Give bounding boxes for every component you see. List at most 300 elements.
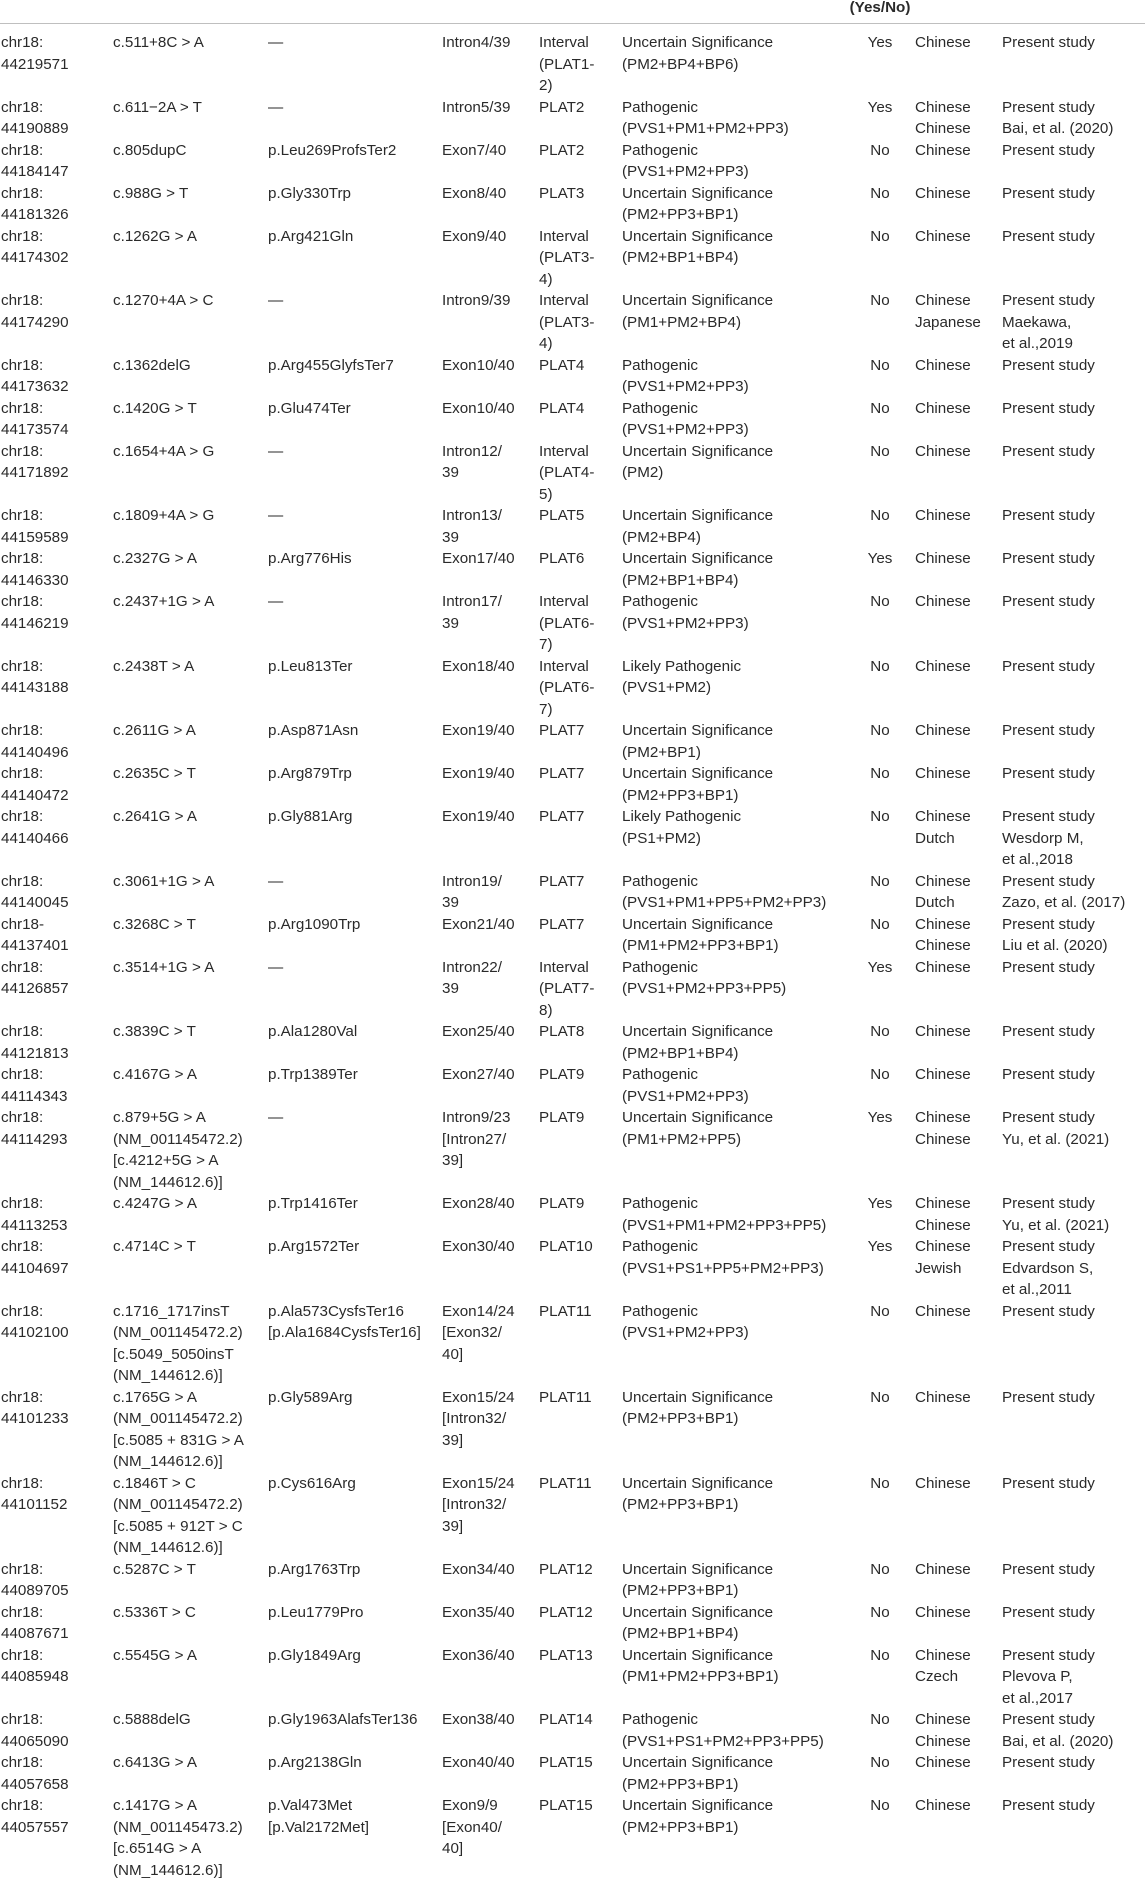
cell-classification: Uncertain Significance (PM1+PM2+PP3+BP1) — [622, 915, 779, 954]
table-row — [0, 914, 1145, 957]
cell-protein-change: p.Leu813Ter — [268, 657, 353, 675]
cell-position: chr18: 44057557 — [1, 1797, 69, 1836]
cell-position: chr18: 44102100 — [1, 1302, 69, 1341]
cell-position: chr18: 44101152 — [1, 1474, 68, 1513]
cell-hearing-loss: No — [870, 722, 890, 739]
cell-hearing-loss: No — [870, 1302, 890, 1320]
cell-ethnicity: Chinese — [915, 141, 971, 159]
cell-hearing-loss: No — [870, 765, 890, 782]
cell-reference: Present study Bai, et al. (2020) — [1002, 98, 1114, 137]
cell-protein-change: p.Arg879Trp — [268, 765, 352, 782]
cell-classification: Uncertain Significance (PM2+BP1+BP4) — [622, 1023, 774, 1062]
cell-reference: Present study — [1002, 1474, 1095, 1492]
cell-ethnicity: Chinese Chinese — [915, 1711, 971, 1750]
cell-cdna-change: c.2438T > A — [113, 657, 195, 675]
cell-ethnicity: Chinese — [915, 1023, 971, 1040]
cell-domain: PLAT13 — [539, 1646, 593, 1664]
cell-exon-intron: Exon9/40 — [442, 227, 507, 245]
cell-position: chr18: 44089705 — [1, 1560, 69, 1599]
cell-hearing-loss: No — [870, 356, 890, 374]
cell-exon-intron: Intron22/ 39 — [442, 958, 502, 997]
cell-exon-intron: Exon7/40 — [442, 141, 507, 159]
cell-classification: Uncertain Significance (PM2+BP1) — [622, 722, 774, 761]
cell-hearing-loss: No — [870, 292, 890, 309]
cell-ethnicity: Chinese — [915, 507, 971, 524]
cell-ethnicity: Chinese — [915, 1603, 971, 1621]
cell-domain: PLAT7 — [539, 808, 585, 825]
cell-cdna-change: c.4167G > A — [113, 1066, 198, 1083]
cell-exon-intron: Exon40/40 — [442, 1754, 515, 1771]
cell-protein-change: p.Glu474Ter — [268, 399, 351, 417]
cell-protein-change: p.Trp1416Ter — [268, 1195, 358, 1212]
cell-domain: PLAT3 — [539, 184, 585, 202]
table-row — [0, 1021, 1145, 1064]
cell-domain: Interval (PLAT7- 8) — [539, 958, 595, 1019]
cell-protein-change: p.Ala573CysfsTer16 [p.Ala1684CysfsTer16] — [268, 1302, 421, 1341]
table-row — [0, 290, 1145, 355]
cell-hearing-loss: No — [870, 442, 890, 460]
cell-ethnicity: Chinese — [915, 34, 971, 51]
table-row — [0, 591, 1145, 656]
cell-cdna-change: c.2327G > A — [113, 550, 198, 567]
cell-ethnicity: Chinese — [915, 657, 971, 675]
cell-exon-intron: Exon30/40 — [442, 1238, 515, 1255]
cell-classification: Pathogenic (PVS1+PM1+PP5+PM2+PP3) — [622, 872, 827, 911]
cell-protein-change: p.Arg1572Ter — [268, 1238, 360, 1255]
cell-hearing-loss: Yes — [867, 1238, 893, 1255]
cell-position: chr18: 44190889 — [1, 98, 69, 137]
cell-reference: Present study — [1002, 1560, 1095, 1578]
cell-domain: PLAT14 — [539, 1711, 593, 1728]
cell-cdna-change: c.1765G > A (NM_001145472.2) [c.5085 + 831G > A (NM_144612.6)] — [113, 1388, 244, 1470]
cell-exon-intron: Exon21/40 — [442, 915, 515, 933]
cell-classification: Pathogenic (PVS1+PS1+PM2+PP3+PP5) — [622, 1711, 824, 1750]
cell-reference: Present study Yu, et al. (2021) — [1002, 1195, 1110, 1234]
table-row — [0, 1645, 1145, 1710]
cell-position: chr18: 44126857 — [1, 958, 69, 997]
cell-ethnicity: Chinese — [915, 765, 971, 782]
cell-classification: Pathogenic (PVS1+PM2+PP3) — [622, 141, 749, 180]
cell-reference: Present study — [1002, 958, 1095, 976]
cell-exon-intron: Exon14/24 [Exon32/ 40] — [442, 1302, 515, 1363]
cell-hearing-loss: Yes — [867, 98, 893, 116]
cell-classification: Pathogenic (PVS1+PS1+PP5+PM2+PP3) — [622, 1238, 824, 1277]
cell-protein-change: p.Arg455GlyfsTer7 — [268, 356, 394, 374]
cell-cdna-change: c.1809+4A > G — [113, 507, 215, 524]
cell-position: chr18: 44184147 — [1, 141, 69, 180]
table-row — [0, 957, 1145, 1022]
cell-reference: Present study — [1002, 1302, 1095, 1320]
cell-protein-change: — — [268, 34, 284, 51]
cell-position: chr18: 44146219 — [1, 593, 69, 632]
cell-cdna-change: c.1420G > T — [113, 399, 197, 417]
cell-classification: Likely Pathogenic (PVS1+PM2) — [622, 657, 742, 696]
cell-exon-intron: Exon38/40 — [442, 1711, 515, 1728]
cell-classification: Pathogenic (PVS1+PM2+PP3) — [622, 1302, 749, 1341]
cell-classification: Uncertain Significance (PM2+BP4+BP6) — [622, 34, 774, 73]
cell-domain: PLAT8 — [539, 1023, 585, 1040]
cell-hearing-loss: No — [870, 507, 890, 524]
cell-classification: Uncertain Significance (PM1+PM2+BP4) — [622, 292, 774, 331]
table-row — [0, 355, 1145, 398]
cell-protein-change: — — [268, 507, 284, 524]
cell-ethnicity: Chinese Chinese — [915, 1195, 971, 1234]
cell-exon-intron: Exon25/40 — [442, 1023, 515, 1040]
cell-protein-change: — — [268, 98, 284, 116]
cell-domain: PLAT9 — [539, 1195, 585, 1212]
cell-classification: Uncertain Significance (PM2+BP4) — [622, 507, 774, 546]
table-row — [0, 1473, 1145, 1559]
cell-reference: Present study — [1002, 184, 1095, 202]
cell-protein-change: p.Asp871Asn — [268, 722, 359, 739]
cell-hearing-loss: No — [870, 141, 890, 159]
cell-position: chr18: 44104697 — [1, 1238, 69, 1277]
cell-domain: PLAT12 — [539, 1560, 593, 1578]
cell-reference: Present study Plevova P, et al.,2017 — [1002, 1646, 1095, 1707]
cell-domain: PLAT4 — [539, 356, 585, 374]
cell-domain: PLAT11 — [539, 1302, 592, 1320]
table-row — [0, 226, 1145, 291]
cell-hearing-loss: No — [870, 1388, 890, 1406]
cell-reference: Present study — [1002, 722, 1095, 739]
cell-ethnicity: Chinese Czech — [915, 1646, 971, 1685]
cell-reference: Present study — [1002, 141, 1095, 159]
cell-ethnicity: Chinese — [915, 1388, 971, 1406]
cell-position: chr18: 44114293 — [1, 1109, 68, 1148]
cell-ethnicity: Chinese — [915, 722, 971, 739]
cell-cdna-change: c.1654+4A > G — [113, 442, 215, 460]
cell-exon-intron: Exon28/40 — [442, 1195, 515, 1212]
cell-cdna-change: c.5888delG — [113, 1711, 191, 1728]
cell-position: chr18: 44113253 — [1, 1195, 68, 1234]
cell-position: chr18: 44146330 — [1, 550, 69, 589]
cell-hearing-loss: No — [870, 227, 890, 245]
cell-domain: PLAT6 — [539, 550, 585, 567]
cell-ethnicity: Chinese — [915, 227, 971, 245]
cell-hearing-loss: Yes — [867, 1195, 893, 1212]
cell-classification: Pathogenic (PVS1+PM1+PM2+PP3+PP5) — [622, 1195, 827, 1234]
cell-classification: Uncertain Significance (PM2+PP3+BP1) — [622, 1560, 774, 1599]
cell-exon-intron: Exon9/9 [Exon40/ 40] — [442, 1797, 502, 1857]
cell-exon-intron: Exon17/40 — [442, 550, 515, 567]
cell-exon-intron: Intron13/ 39 — [442, 507, 502, 546]
header-yes-no: (Yes/No) — [849, 0, 911, 16]
cell-reference: Present study — [1002, 227, 1095, 245]
cell-cdna-change: c.511+8C > A — [113, 34, 204, 51]
cell-classification: Uncertain Significance (PM2+PP3+BP1) — [622, 765, 774, 804]
cell-domain: PLAT2 — [539, 141, 585, 159]
table-row — [0, 1193, 1145, 1236]
cell-ethnicity: Chinese Jewish — [915, 1238, 971, 1277]
cell-position: chr18: 44173632 — [1, 356, 69, 395]
cell-hearing-loss: No — [870, 1474, 890, 1492]
cell-ethnicity: Chinese Dutch — [915, 808, 971, 847]
cell-hearing-loss: Yes — [867, 34, 893, 51]
cell-domain: PLAT7 — [539, 765, 585, 782]
cell-hearing-loss: No — [870, 1797, 890, 1814]
table-header-strip — [0, 0, 1145, 24]
cell-protein-change: p.Leu269ProfsTer2 — [268, 141, 397, 159]
cell-cdna-change: c.1362delG — [113, 356, 191, 374]
cell-hearing-loss: No — [870, 1560, 890, 1578]
table-row — [0, 806, 1145, 871]
cell-hearing-loss: Yes — [867, 1109, 893, 1126]
table-row — [0, 1107, 1145, 1193]
table-row — [0, 1752, 1145, 1795]
cell-ethnicity: Chinese Chinese — [915, 1109, 971, 1148]
cell-ethnicity: Chinese Japanese — [915, 292, 981, 331]
table-row — [0, 763, 1145, 806]
cell-ethnicity: Chinese — [915, 1560, 971, 1578]
cell-classification: Uncertain Significance (PM2+PP3+BP1) — [622, 1388, 774, 1427]
cell-domain: PLAT9 — [539, 1109, 585, 1126]
cell-exon-intron: Exon27/40 — [442, 1066, 515, 1083]
cell-ethnicity: Chinese — [915, 593, 971, 610]
table-row — [0, 505, 1145, 548]
cell-protein-change: p.Val473Met [p.Val2172Met] — [268, 1797, 370, 1836]
cell-domain: PLAT7 — [539, 722, 585, 739]
cell-ethnicity: Chinese Chinese — [915, 915, 971, 954]
table-row — [0, 140, 1145, 183]
cell-reference: Present study — [1002, 1754, 1095, 1771]
cell-position: chr18: 44087671 — [1, 1603, 69, 1642]
header-rule — [0, 23, 1145, 24]
cell-position: chr18: 44121813 — [1, 1023, 69, 1062]
cell-exon-intron: Exon34/40 — [442, 1560, 515, 1578]
cell-position: chr18: 44114343 — [1, 1066, 68, 1105]
cell-cdna-change: c.2635C > T — [113, 765, 196, 782]
cell-cdna-change: c.3061+1G > A — [113, 872, 215, 890]
cell-domain: Interval (PLAT6- 7) — [539, 657, 595, 718]
cell-classification: Uncertain Significance (PM2+BP1+BP4) — [622, 227, 774, 266]
cell-hearing-loss: No — [870, 808, 890, 825]
cell-ethnicity: Chinese Chinese — [915, 98, 971, 137]
cell-ethnicity: Chinese — [915, 1302, 971, 1320]
cell-reference: Present study — [1002, 34, 1095, 51]
cell-reference: Present study Maekawa, et al.,2019 — [1002, 292, 1095, 352]
table-row — [0, 398, 1145, 441]
cell-hearing-loss: No — [870, 593, 890, 610]
cell-reference: Present study — [1002, 1797, 1095, 1814]
cell-classification: Uncertain Significance (PM2+PP3+BP1) — [622, 184, 774, 223]
cell-protein-change: — — [268, 442, 284, 460]
cell-ethnicity: Chinese — [915, 356, 971, 374]
cell-ethnicity: Chinese — [915, 958, 971, 976]
cell-protein-change: p.Ala1280Val — [268, 1023, 358, 1040]
cell-protein-change: p.Arg1763Trp — [268, 1560, 361, 1578]
cell-ethnicity: Chinese — [915, 442, 971, 460]
table-row — [0, 1387, 1145, 1473]
cell-classification: Pathogenic (PVS1+PM2+PP3) — [622, 399, 749, 438]
cell-cdna-change: c.3514+1G > A — [113, 958, 215, 976]
cell-protein-change: p.Trp1389Ter — [268, 1066, 358, 1083]
cell-reference: Present study — [1002, 507, 1095, 524]
table-row — [0, 1236, 1145, 1301]
cell-protein-change: p.Gly1849Arg — [268, 1646, 361, 1664]
cell-exon-intron: Intron5/39 — [442, 98, 511, 116]
cell-protein-change: p.Arg1090Trp — [268, 915, 361, 933]
cell-position: chr18: 44143188 — [1, 657, 69, 696]
cell-cdna-change: c.5336T > C — [113, 1603, 196, 1621]
cell-ethnicity: Chinese — [915, 1474, 971, 1492]
variant-table — [0, 32, 1145, 1881]
cell-reference: Present study — [1002, 765, 1095, 782]
cell-reference: Present study — [1002, 442, 1095, 460]
table-row — [0, 441, 1145, 506]
cell-protein-change: p.Gly881Arg — [268, 808, 353, 825]
cell-exon-intron: Exon35/40 — [442, 1603, 515, 1621]
table-row — [0, 1064, 1145, 1107]
cell-classification: Uncertain Significance (PM2+PP3+BP1) — [622, 1754, 774, 1793]
cell-protein-change: p.Gly330Trp — [268, 184, 352, 202]
cell-domain: PLAT2 — [539, 98, 585, 116]
cell-exon-intron: Exon19/40 — [442, 722, 515, 739]
cell-position: chr18: 44171892 — [1, 442, 69, 481]
cell-protein-change: p.Gly589Arg — [268, 1388, 353, 1406]
cell-hearing-loss: No — [870, 1603, 890, 1621]
cell-cdna-change: c.805dupC — [113, 141, 187, 159]
cell-cdna-change: c.4247G > A — [113, 1195, 198, 1212]
cell-position: chr18: 44101233 — [1, 1388, 69, 1427]
cell-reference: Present study Yu, et al. (2021) — [1002, 1109, 1110, 1148]
cell-position: chr18: 44173574 — [1, 399, 69, 438]
cell-domain: PLAT9 — [539, 1066, 585, 1083]
cell-domain: PLAT15 — [539, 1754, 593, 1771]
cell-reference: Present study — [1002, 356, 1095, 374]
cell-ethnicity: Chinese — [915, 550, 971, 567]
cell-domain: PLAT4 — [539, 399, 585, 417]
cell-classification: Uncertain Significance (PM2+BP1+BP4) — [622, 1603, 774, 1642]
cell-protein-change: — — [268, 872, 284, 890]
cell-classification: Pathogenic (PVS1+PM2+PP3) — [622, 356, 749, 395]
cell-reference: Present study Zazo, et al. (2017) — [1002, 872, 1126, 911]
cell-hearing-loss: No — [870, 872, 890, 890]
cell-reference: Present study Bai, et al. (2020) — [1002, 1711, 1114, 1750]
cell-domain: Interval (PLAT3- 4) — [539, 227, 595, 288]
cell-domain: PLAT11 — [539, 1474, 592, 1492]
cell-cdna-change: c.879+5G > A (NM_001145472.2) [c.4212+5G > A (NM_144612.6)] — [113, 1109, 243, 1191]
cell-domain: Interval (PLAT4- 5) — [539, 442, 595, 503]
cell-classification: Uncertain Significance (PM2) — [622, 442, 774, 481]
cell-classification: Pathogenic (PVS1+PM2+PP3) — [622, 593, 749, 632]
cell-protein-change: p.Arg2138Gln — [268, 1754, 362, 1771]
cell-position: chr18: 44140472 — [1, 765, 69, 804]
cell-exon-intron: Intron12/ 39 — [442, 442, 502, 481]
cell-exon-intron: Intron19/ 39 — [442, 872, 502, 911]
cell-domain: PLAT5 — [539, 507, 585, 524]
cell-cdna-change: c.1716_1717insT (NM_001145472.2) [c.5049_5050insT (NM_144612.6)] — [113, 1302, 243, 1384]
table-row — [0, 656, 1145, 721]
cell-hearing-loss: No — [870, 184, 890, 202]
cell-cdna-change: c.1417G > A (NM_001145473.2) [c.6514G > A (NM_144612.6)] — [113, 1797, 243, 1879]
cell-cdna-change: c.5287C > T — [113, 1560, 196, 1578]
cell-protein-change: p.Gly1963AlafsTer136 — [268, 1711, 418, 1728]
cell-reference: Present study — [1002, 657, 1095, 675]
cell-classification: Likely Pathogenic (PS1+PM2) — [622, 808, 742, 847]
table-row — [0, 1709, 1145, 1752]
cell-protein-change: p.Cys616Arg — [268, 1474, 356, 1492]
cell-exon-intron: Exon19/40 — [442, 765, 515, 782]
cell-domain: PLAT7 — [539, 915, 585, 933]
table-row — [0, 183, 1145, 226]
cell-domain: Interval (PLAT6- 7) — [539, 593, 595, 653]
cell-hearing-loss: No — [870, 1646, 890, 1664]
cell-cdna-change: c.1262G > A — [113, 227, 198, 245]
cell-hearing-loss: Yes — [867, 958, 893, 976]
cell-protein-change: p.Arg421Gln — [268, 227, 354, 245]
cell-position: chr18: 44174290 — [1, 292, 69, 331]
cell-reference: Present study — [1002, 593, 1095, 610]
cell-exon-intron: Intron17/ 39 — [442, 593, 502, 632]
cell-ethnicity: Chinese — [915, 1797, 971, 1814]
cell-hearing-loss: No — [870, 1066, 890, 1083]
cell-exon-intron: Intron9/23 [Intron27/ 39] — [442, 1109, 511, 1169]
table-row — [0, 97, 1145, 140]
cell-ethnicity: Chinese — [915, 399, 971, 417]
cell-exon-intron: Intron9/39 — [442, 292, 511, 309]
cell-protein-change: — — [268, 593, 284, 610]
cell-domain: PLAT7 — [539, 872, 585, 890]
cell-exon-intron: Exon36/40 — [442, 1646, 515, 1664]
cell-exon-intron: Exon8/40 — [442, 184, 507, 202]
cell-hearing-loss: No — [870, 915, 890, 933]
cell-classification: Uncertain Significance (PM1+PM2+PP5) — [622, 1109, 774, 1148]
cell-reference: Present study Liu et al. (2020) — [1002, 915, 1108, 954]
table-row — [0, 871, 1145, 914]
cell-cdna-change: c.611−2A > T — [113, 98, 202, 116]
cell-protein-change: p.Leu1779Pro — [268, 1603, 364, 1621]
cell-exon-intron: Exon19/40 — [442, 808, 515, 825]
cell-cdna-change: c.3839C > T — [113, 1023, 196, 1040]
cell-position: chr18: 44174302 — [1, 227, 69, 266]
cell-exon-intron: Exon10/40 — [442, 399, 515, 417]
cell-classification: Pathogenic (PVS1+PM1+PM2+PP3) — [622, 98, 789, 137]
cell-ethnicity: Chinese Dutch — [915, 872, 971, 911]
cell-classification: Pathogenic (PVS1+PM2+PP3) — [622, 1066, 749, 1105]
cell-cdna-change: c.6413G > A — [113, 1754, 198, 1771]
cell-protein-change: — — [268, 958, 284, 976]
cell-hearing-loss: No — [870, 657, 890, 675]
cell-reference: Present study Edvardson S, et al.,2011 — [1002, 1238, 1095, 1298]
cell-position: chr18: 44140045 — [1, 872, 69, 911]
table-row — [0, 32, 1145, 97]
cell-position: chr18: 44181326 — [1, 184, 69, 223]
cell-ethnicity: Chinese — [915, 1066, 971, 1083]
cell-cdna-change: c.1270+4A > C — [113, 292, 214, 309]
cell-cdna-change: c.5545G > A — [113, 1646, 198, 1664]
table-row — [0, 1559, 1145, 1602]
cell-classification: Uncertain Significance (PM2+PP3+BP1) — [622, 1474, 774, 1513]
cell-hearing-loss: No — [870, 399, 890, 417]
cell-domain: PLAT11 — [539, 1388, 592, 1406]
cell-reference: Present study Wesdorp M, et al.,2018 — [1002, 808, 1095, 868]
cell-position: chr18: 44085948 — [1, 1646, 69, 1685]
cell-ethnicity: Chinese — [915, 184, 971, 202]
cell-hearing-loss: No — [870, 1711, 890, 1728]
cell-domain: PLAT10 — [539, 1238, 593, 1255]
cell-classification: Pathogenic (PVS1+PM2+PP3+PP5) — [622, 958, 787, 997]
cell-cdna-change: c.2611G > A — [113, 722, 196, 739]
cell-ethnicity: Chinese — [915, 1754, 971, 1771]
cell-hearing-loss: No — [870, 1754, 890, 1771]
cell-exon-intron: Exon15/24 [Intron32/ 39] — [442, 1388, 515, 1449]
table-row — [0, 720, 1145, 763]
cell-cdna-change: c.988G > T — [113, 184, 189, 202]
cell-domain: Interval (PLAT3- 4) — [539, 292, 595, 352]
cell-reference: Present study — [1002, 1023, 1095, 1040]
cell-cdna-change: c.2437+1G > A — [113, 593, 215, 610]
cell-exon-intron: Exon18/40 — [442, 657, 515, 675]
